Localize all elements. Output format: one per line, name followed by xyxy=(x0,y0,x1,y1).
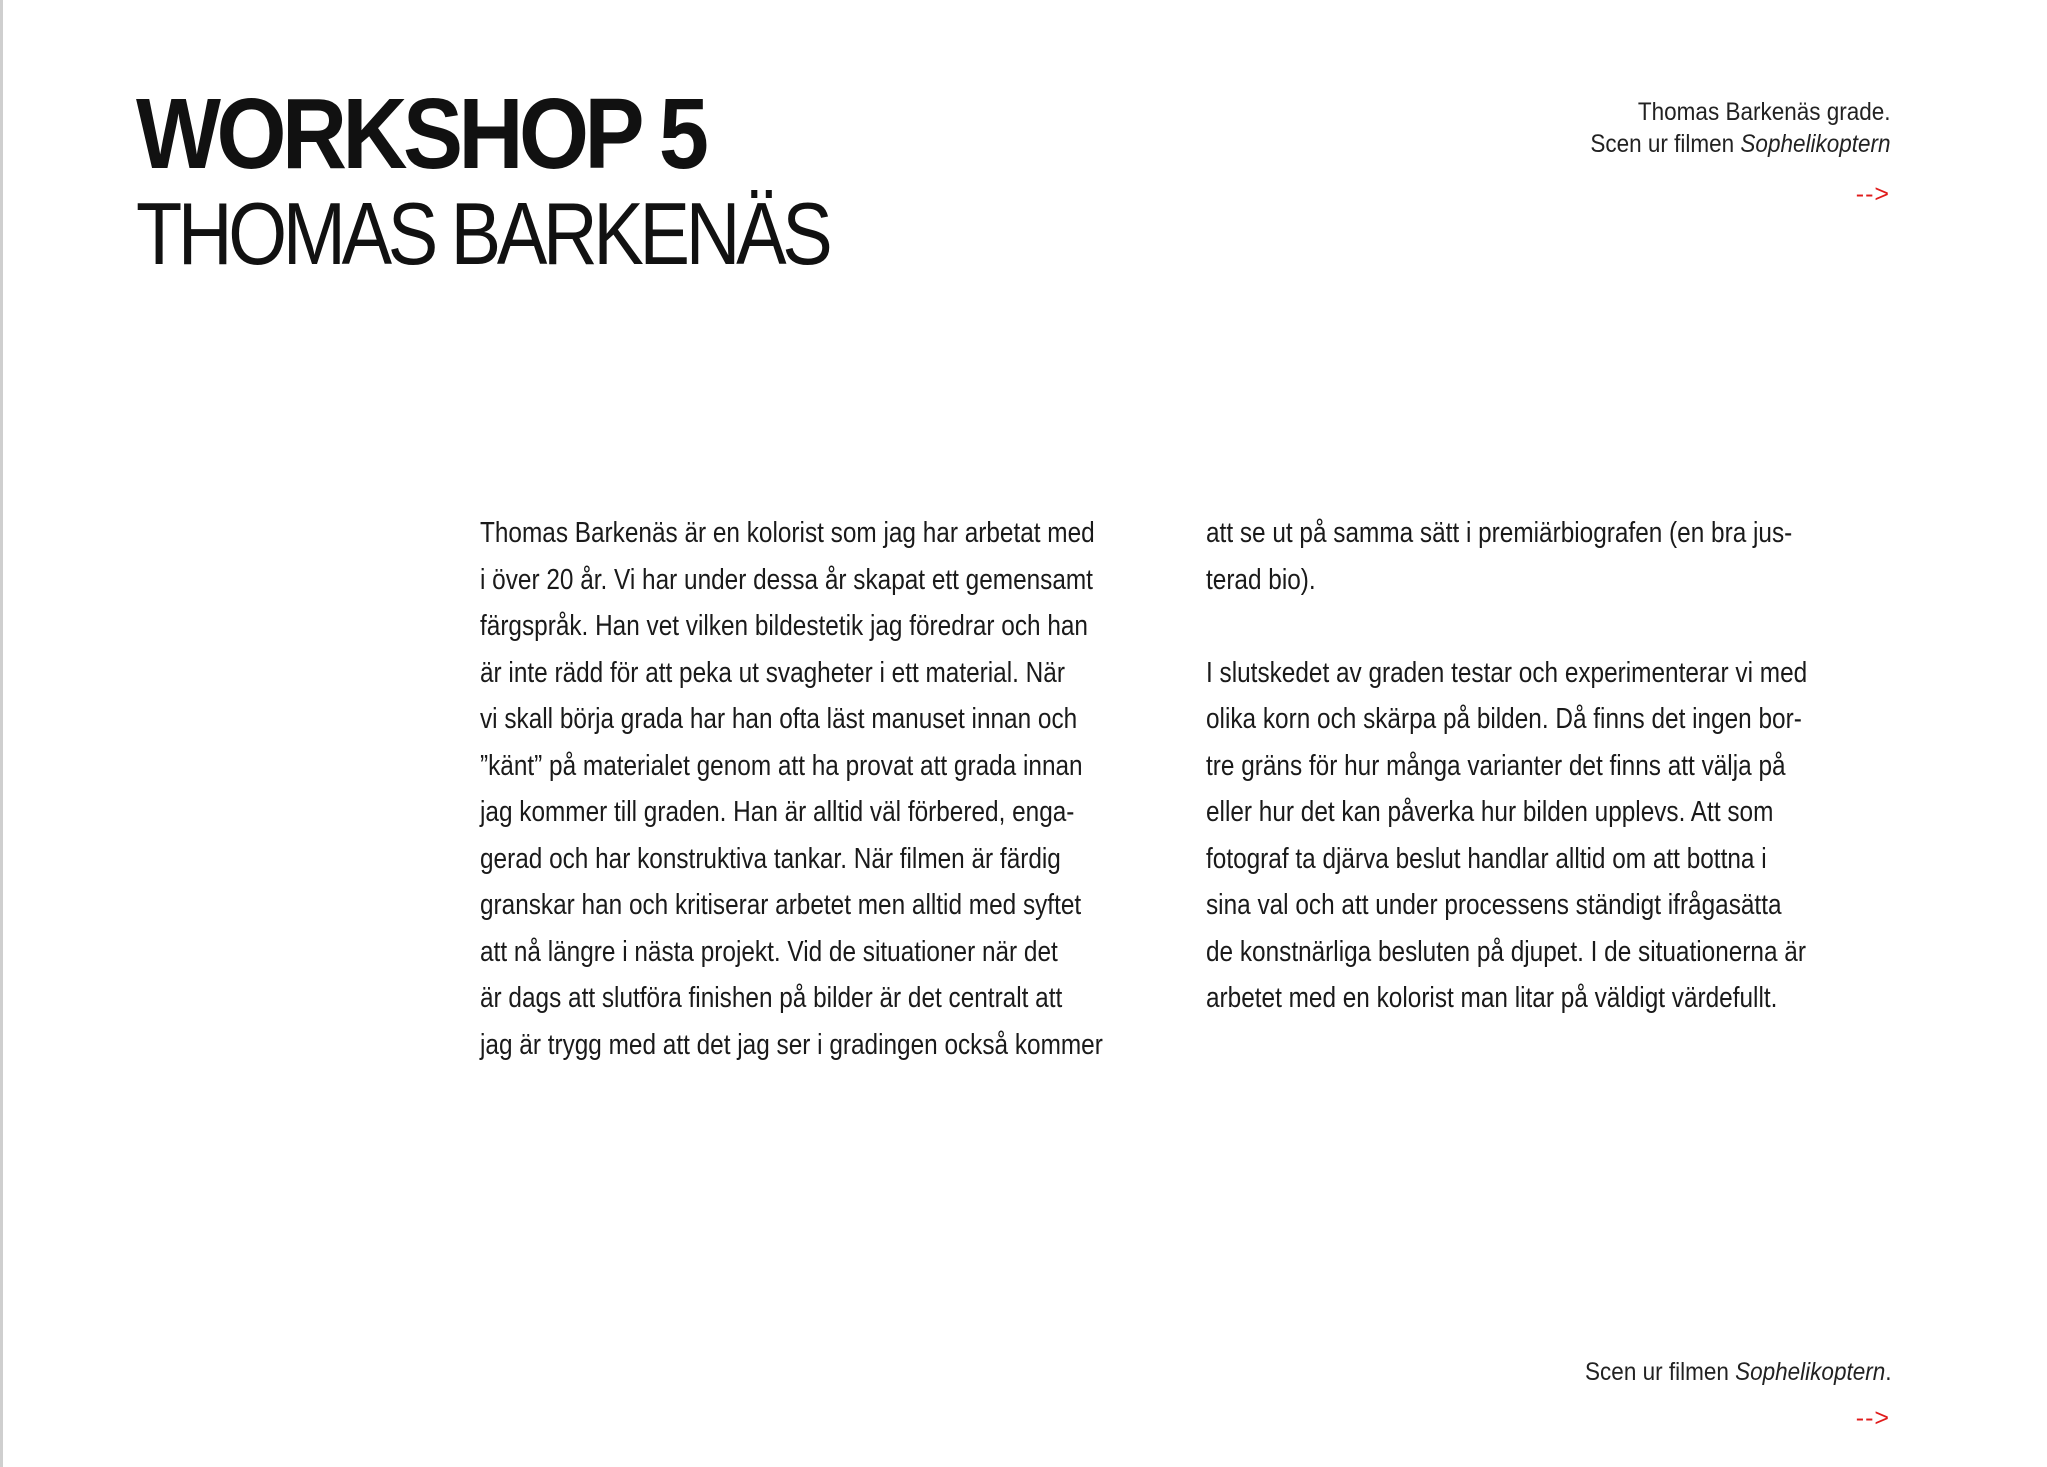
text-line: terad bio). xyxy=(1206,563,1316,596)
text-line: olika korn och skärpa på bilden. Då finns det ingen bor- xyxy=(1206,703,1802,735)
text-line: jag är trygg med att det jag ser i gradingen också kommer xyxy=(480,1028,1103,1061)
text-line: är dags att slutföra finishen på bilder är det centralt att xyxy=(480,982,1063,1014)
column-right-paragraph-1 xyxy=(1206,510,1896,603)
text-line: fotograf ta djärva beslut handlar alltid om att bottna i xyxy=(1206,842,1767,875)
caption-bottom-prefix: Scen ur filmen xyxy=(1584,1358,1735,1386)
text-line: de konstnärliga besluten på djupet. I de situationerna är xyxy=(1206,935,1806,968)
text-line: tre gräns för hur många varianter det finns att välja på xyxy=(1206,749,1786,782)
page-edge xyxy=(0,0,3,1467)
text-line: att se ut på samma sätt i premiärbiografen (en bra jus- xyxy=(1206,517,1793,549)
text-line: jag kommer till graden. Han är alltid väl förbered, enga- xyxy=(480,796,1075,828)
text-line: är inte rädd för att peka ut svagheter i ett material. När xyxy=(480,656,1065,689)
text-line: i över 20 år. Vi har under dessa år skapat ett gemensamt xyxy=(480,563,1093,596)
text-line: eller hur det kan påverka hur bilden upplevs. Att som xyxy=(1206,796,1774,828)
caption-bottom-suffix: . xyxy=(1884,1358,1891,1386)
caption-top-line1: Thomas Barkenäs grade. xyxy=(1638,98,1891,126)
caption-bottom-film-title: Sophelikoptern xyxy=(1734,1358,1885,1386)
text-line: I slutskedet av graden testar och experimenterar vi med xyxy=(1206,656,1808,689)
caption-bottom xyxy=(1585,1356,1891,1388)
column-right xyxy=(1206,510,1896,1022)
text-line: arbetet med en kolorist man litar på väldigt värdefullt. xyxy=(1206,982,1778,1014)
column-right-paragraph-2 xyxy=(1206,650,1896,1022)
text-line: gerad och har konstruktiva tankar. När filmen är färdig xyxy=(480,842,1061,875)
text-line: färgspråk. Han vet vilken bildestetik jag föredrar och han xyxy=(480,610,1088,642)
title-block xyxy=(136,78,941,283)
text-line: vi skall börja grada har han ofta läst manuset innan och xyxy=(480,703,1078,735)
column-left xyxy=(480,510,1170,1068)
text-line: Thomas Barkenäs är en kolorist som jag har arbetat med xyxy=(480,517,1095,549)
text-line: att nå längre i nästa projekt. Vid de situationer när det xyxy=(480,935,1058,968)
text-line: ”känt” på materialet genom att ha provat att grada innan xyxy=(480,749,1083,782)
caption-top xyxy=(1591,96,1891,160)
text-line: sina val och att under processens ständigt ifrågasätta xyxy=(1206,889,1782,921)
arrow-bottom-link[interactable]: --> xyxy=(1855,1404,1890,1432)
caption-top-line2 xyxy=(1591,128,1891,160)
paragraph-gap xyxy=(1206,603,1896,650)
caption-top-film-title: Sophelikoptern xyxy=(1740,130,1891,158)
arrow-top-link[interactable]: --> xyxy=(1855,180,1890,208)
caption-top-prefix: Scen ur filmen xyxy=(1590,130,1741,158)
text-line: granskar han och kritiserar arbetet men alltid med syftet xyxy=(480,889,1082,921)
workshop-title: WORKSHOP 5 xyxy=(136,78,705,190)
colorist-name-title: THOMAS BARKENÄS xyxy=(136,184,829,283)
